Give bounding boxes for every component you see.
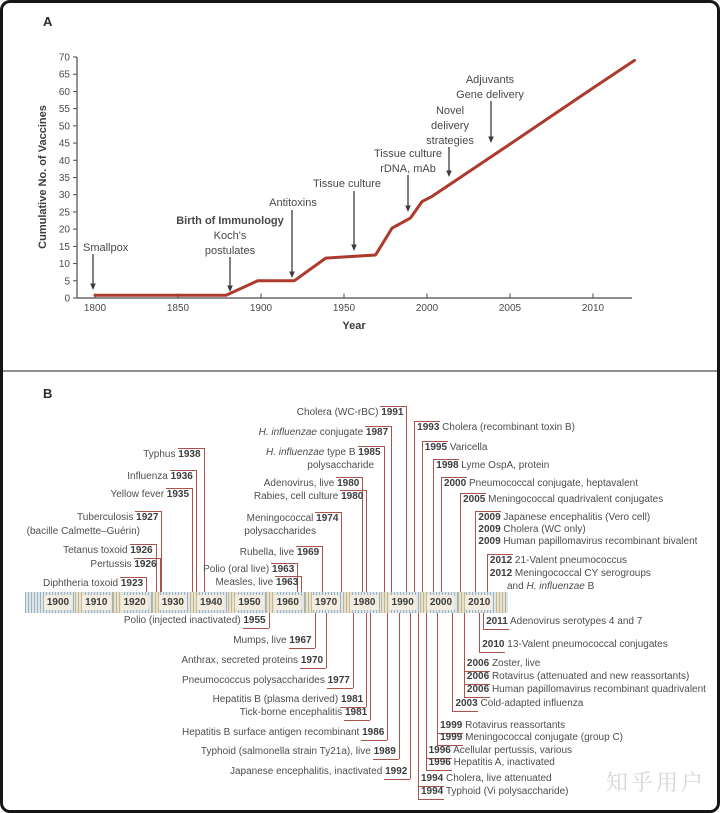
event-name: Human papillomavirus recombinant bivalent <box>500 536 698 547</box>
event-name: Cholera (WC only) <box>500 524 586 535</box>
timeline-event-label <box>203 564 294 576</box>
event-name: Hepatitis A, inactivated <box>450 757 555 768</box>
panel-a-label: A <box>43 14 53 29</box>
x-axis-title: Year <box>342 320 366 332</box>
annotation-text: strategies <box>426 135 474 147</box>
timeline-connector-line <box>315 613 316 648</box>
x-tick-label: 1950 <box>332 303 356 314</box>
event-name: Cholera (WC-rBC) <box>296 407 382 418</box>
event-year: 1989 <box>373 746 396 757</box>
event-year: 1998 <box>436 460 459 471</box>
timeline-connector-line <box>437 613 438 745</box>
timeline-connector-line <box>353 613 354 688</box>
band-year-label: 1930 <box>159 595 187 610</box>
event-name: Pertussis <box>90 559 135 570</box>
panel-b-label: B <box>43 386 53 401</box>
event-year: 1938 <box>178 449 201 460</box>
event-name: Rotavirus reassortants <box>462 720 566 731</box>
band-year-label: 1940 <box>197 595 225 610</box>
y-tick-label: 25 <box>58 207 70 219</box>
timeline-event-label <box>240 547 320 559</box>
timeline-event-label <box>436 460 549 472</box>
event-year: 1974 <box>316 513 339 524</box>
annotation-text: delivery <box>431 120 469 132</box>
timeline-event-label <box>486 616 642 628</box>
band-tan-segment <box>496 592 505 613</box>
event-year: 1927 <box>136 512 159 523</box>
timeline-event-label <box>90 559 156 571</box>
timeline-event-label <box>259 427 389 439</box>
y-tick-label: 10 <box>58 259 70 271</box>
timeline-connector-line <box>387 613 388 740</box>
event-year: 1936 <box>170 471 193 482</box>
timeline-connector-line <box>341 512 342 592</box>
event-name: Anthrax, secreted proteins <box>181 655 301 666</box>
timeline-connector-line <box>146 577 147 592</box>
event-name: Tuberculosis <box>77 512 137 523</box>
event-year: 1981 <box>344 707 368 718</box>
timeline-event-label <box>482 639 668 651</box>
event-name: (bacille Calmette–Guérin) <box>26 526 140 537</box>
event-name: Polio (oral live) <box>203 564 273 575</box>
event-year: 1970 <box>300 655 324 666</box>
timeline-connector-line <box>418 613 419 799</box>
y-tick-label: 65 <box>58 69 70 81</box>
event-year: 2012 <box>489 568 513 579</box>
timeline-connector-tick <box>483 629 509 630</box>
event-name: polysaccharides <box>244 526 316 537</box>
timeline-event-label <box>467 671 689 683</box>
event-year: 1926 <box>134 559 157 570</box>
y-tick-label: 15 <box>58 241 70 253</box>
x-tick-label: 1850 <box>166 303 190 314</box>
event-name: Hepatitis B surface antigen recombinant <box>181 727 363 738</box>
event-year: 1981 <box>340 694 364 705</box>
band-year-label: 1980 <box>350 595 378 610</box>
timeline-event-label <box>297 407 404 419</box>
timeline-connector-tick <box>452 711 478 712</box>
timeline-band <box>25 592 508 613</box>
timeline-event-label <box>182 727 384 739</box>
event-name: Pneumococcal conjugate, heptavalent <box>466 478 638 489</box>
event-name: Tetanus toxoid <box>63 545 131 556</box>
event-name: type B <box>324 447 359 458</box>
event-name: Rabies, cell culture <box>253 491 342 502</box>
timeline-event-label <box>421 786 569 798</box>
event-year: 1996 <box>428 757 451 768</box>
band-year-label: 1970 <box>312 595 340 610</box>
event-year: 2009 <box>478 512 501 523</box>
timeline-event-label <box>213 694 364 706</box>
event-name: Tick-borne encephalitis <box>239 707 345 718</box>
event-name: Polio (injected inactivated) <box>123 615 244 626</box>
event-year: 2005 <box>463 494 486 505</box>
annotation-text: Tissue culture <box>312 178 382 190</box>
timeline-event-label <box>266 447 381 459</box>
timeline-event-label <box>127 471 193 483</box>
event-year: 1935 <box>166 489 190 500</box>
event-name: Hepatitis B (plasma derived) <box>212 694 341 705</box>
event-name: Meningococcal conjugate (group C) <box>462 732 624 743</box>
event-year: 1923 <box>120 578 144 589</box>
event-name: Acellular pertussis, various <box>450 745 573 756</box>
timeline-connector-line <box>366 490 367 592</box>
event-year: 1967 <box>289 635 312 646</box>
event-year: 1999 <box>440 732 463 743</box>
event-year: 1955 <box>243 615 266 626</box>
event-year: 1995 <box>424 442 448 453</box>
band-year-label: 1900 <box>44 595 72 610</box>
timeline-event-label <box>254 491 364 503</box>
timeline-event-label <box>429 745 572 757</box>
timeline-connector-line <box>366 613 367 707</box>
event-year: 1987 <box>365 427 389 438</box>
timeline-connector-line <box>483 613 484 629</box>
event-name: Japanese encephalitis (Vero cell) <box>500 512 651 523</box>
event-name: Pneumococcus polysaccharides <box>181 675 328 686</box>
event-name: Mumps, live <box>233 635 290 646</box>
event-name: H. influenzae <box>258 427 317 438</box>
y-tick-label: 50 <box>58 121 70 133</box>
event-name: 21-Valent pneumococcus <box>512 555 628 566</box>
event-year: 1969 <box>297 547 320 558</box>
event-year: 1963 <box>276 577 299 588</box>
timeline-connector-line <box>326 613 327 668</box>
timeline-event-label <box>440 732 623 744</box>
event-year: 1994 <box>420 786 444 797</box>
band-year-label: 1920 <box>120 595 148 610</box>
event-name: Japanese encephalitis, inactivated <box>229 766 386 777</box>
event-year: 1993 <box>417 422 440 433</box>
annotation-text: Novel <box>435 105 465 117</box>
y-tick-label: 45 <box>58 138 70 150</box>
timeline-event-label <box>27 526 140 538</box>
timeline-event-label <box>43 578 143 590</box>
event-name: Human papillomavirus recombinant quadrivalent <box>489 684 706 695</box>
y-tick-label: 20 <box>58 224 70 236</box>
event-year: 1986 <box>362 727 385 738</box>
annotation-text: Birth of Immunology <box>176 215 284 227</box>
timeline-connector-tick <box>327 688 353 689</box>
timeline-connector-line <box>414 421 415 592</box>
timeline-event-label <box>77 512 158 524</box>
timeline-event-label <box>264 478 360 490</box>
timeline-event-label <box>467 658 540 670</box>
event-name: Cholera, live attenuated <box>443 773 552 784</box>
event-year: 2003 <box>455 698 478 709</box>
event-year: 2006 <box>466 684 490 695</box>
event-year: 1999 <box>440 720 463 731</box>
event-name: and <box>507 581 527 592</box>
timeline-event-label <box>425 442 488 454</box>
timeline-connector-line <box>479 613 480 652</box>
timeline-connector-tick <box>426 770 452 771</box>
timeline-connector-line <box>322 546 323 592</box>
y-tick-label: 55 <box>58 104 70 116</box>
y-tick-label: 35 <box>58 173 70 184</box>
event-year: 2006 <box>466 671 490 682</box>
timeline-event-label <box>478 524 585 536</box>
event-year: 2009 <box>478 536 501 547</box>
timeline-connector-tick <box>373 759 399 760</box>
timeline-connector-line <box>406 406 407 592</box>
timeline-connector-line <box>487 554 488 592</box>
timeline-event-label <box>230 766 407 778</box>
event-year: 2012 <box>489 555 513 566</box>
timeline-event-label <box>182 675 350 687</box>
event-year: 1994 <box>420 773 444 784</box>
y-tick-label: 60 <box>58 86 70 98</box>
band-year-label: 2010 <box>465 595 493 610</box>
event-year: 2006 <box>466 658 490 669</box>
x-tick-label: 2010 <box>581 303 605 314</box>
timeline-connector-line <box>399 613 400 759</box>
band-year-label: 1990 <box>389 595 417 610</box>
event-year: 2010 <box>482 639 505 650</box>
annotation-text: Koch's <box>213 230 247 242</box>
event-year: 1963 <box>272 564 295 575</box>
event-year: 1980 <box>337 478 360 489</box>
event-year: 1991 <box>381 407 404 418</box>
timeline-event-label <box>244 526 316 538</box>
timeline-connector-tick <box>300 668 326 669</box>
event-name: Cholera (recombinant toxin B) <box>439 422 576 433</box>
timeline-connector-line <box>410 613 411 779</box>
event-name: Yellow fever <box>110 489 167 500</box>
panel-divider <box>2 370 718 372</box>
timeline-event-label <box>110 489 189 501</box>
timeline-event-label <box>181 655 323 667</box>
timeline-connector-line <box>452 613 453 711</box>
event-year: 1926 <box>130 545 153 556</box>
timeline-connector-line <box>192 488 193 592</box>
x-tick-label: 1800 <box>83 303 107 314</box>
annotation-text: Tissue culture <box>373 148 443 160</box>
event-year: 1996 <box>428 745 451 756</box>
timeline-event-label <box>233 635 311 647</box>
timeline-event-label <box>467 684 706 696</box>
timeline-event-label <box>440 720 565 732</box>
timeline-connector-tick <box>344 720 370 721</box>
band-year-label: 1950 <box>235 595 263 610</box>
y-tick-label: 30 <box>58 190 70 202</box>
y-tick-label: 40 <box>58 155 70 167</box>
watermark: 知乎用户 <box>606 770 707 795</box>
event-year: 1992 <box>385 766 408 777</box>
timeline-connector-line <box>384 446 385 592</box>
event-name: conjugate <box>316 427 366 438</box>
timeline-event-label <box>307 460 374 472</box>
timeline-event-label <box>240 707 367 719</box>
timeline-event-label <box>429 757 555 769</box>
event-name: H. influenzae <box>265 447 325 458</box>
event-name: B <box>584 581 595 592</box>
event-name: Meningococcal <box>246 513 317 524</box>
timeline-connector-line <box>160 558 161 592</box>
timeline-connector-tick <box>243 628 269 629</box>
timeline-event-label <box>463 494 663 506</box>
timeline-connector-tick <box>289 648 315 649</box>
event-year: 1985 <box>358 447 381 458</box>
annotation-text: Gene delivery <box>456 89 524 101</box>
event-name: Adenovirus, live <box>263 478 338 489</box>
event-name: Typhus <box>143 449 179 460</box>
band-year-label: 1960 <box>274 595 302 610</box>
event-name: Influenza <box>127 471 171 482</box>
event-name: polysaccharide <box>307 460 374 471</box>
x-tick-label: 2005 <box>498 303 522 314</box>
event-name: Rotavirus (attenuated and new reassortants) <box>489 671 690 682</box>
event-name: Measles, live <box>215 577 277 588</box>
event-year: 1977 <box>327 675 350 686</box>
event-year: 2009 <box>478 524 501 535</box>
timeline-connector-line <box>301 576 302 592</box>
band-year-label: 2000 <box>427 595 455 610</box>
event-name: 13-Valent pneumococcal conjugates <box>504 639 668 650</box>
event-year: 2000 <box>443 478 467 489</box>
timeline-event-label <box>124 615 266 627</box>
timeline-connector-tick <box>418 799 444 800</box>
timeline-event-label <box>215 577 298 589</box>
timeline-event-label <box>478 536 697 548</box>
band-year-label: 1910 <box>82 595 110 610</box>
event-name: Adenovirus serotypes 4 and 7 <box>507 616 643 627</box>
timeline-connector-line <box>196 470 197 592</box>
timeline-connector-line <box>475 511 476 592</box>
timeline-connector-line <box>161 511 162 592</box>
timeline-event-label <box>417 422 575 434</box>
event-name: Zoster, live <box>489 658 541 669</box>
event-name: Typhoid (Vi polysaccharide) <box>443 786 569 797</box>
timeline-event-label <box>490 555 627 567</box>
y-tick-label: 5 <box>64 276 70 288</box>
timeline-connector-line <box>370 613 371 720</box>
timeline-connector-line <box>464 613 465 697</box>
timeline-connector-line <box>391 426 392 592</box>
timeline-event-label <box>444 478 638 490</box>
event-year: 1980 <box>341 491 364 502</box>
event-name: Meningococcal CY serogroups <box>512 568 651 579</box>
timeline-event-label <box>143 449 200 461</box>
timeline-connector-line <box>460 493 461 592</box>
y-tick-label: 70 <box>58 52 70 64</box>
timeline-connector-tick <box>384 779 410 780</box>
event-year: 2011 <box>486 616 508 627</box>
timeline-connector-tick <box>479 652 505 653</box>
timeline-event-label <box>490 568 651 580</box>
timeline-event-label <box>421 773 552 785</box>
event-name: H. influenzae <box>526 581 585 592</box>
timeline-connector-line <box>441 477 442 592</box>
timeline-event-label <box>63 545 153 557</box>
timeline-connector-line <box>269 613 270 628</box>
event-name: Varicella <box>447 442 488 453</box>
x-tick-label: 1900 <box>249 303 273 314</box>
timeline-event-label <box>455 698 583 710</box>
y-tick-label: 0 <box>64 293 70 305</box>
y-axis-title: Cumulative No. of Vaccines <box>37 105 49 249</box>
annotation-text: Adjuvants <box>465 74 515 86</box>
timeline-event-label <box>247 513 339 525</box>
annotation-text: postulates <box>204 245 256 257</box>
timeline-connector-line <box>422 441 423 592</box>
event-name: Lyme OspA, protein <box>458 460 550 471</box>
annotation-text: rDNA, mAb <box>380 163 436 175</box>
annotation-text: Smallpox <box>83 242 129 254</box>
timeline-event-label <box>201 746 396 758</box>
timeline-connector-line <box>426 613 427 770</box>
event-name: Typhoid (salmonella strain Ty21a), live <box>200 746 374 757</box>
timeline-connector-tick <box>361 740 387 741</box>
event-name: Rubella, live <box>239 547 297 558</box>
timeline-event-label <box>478 512 650 524</box>
event-name: Meningococcal quadrivalent conjugates <box>485 494 664 505</box>
timeline-connector-line <box>433 459 434 592</box>
timeline-event-label <box>507 581 594 593</box>
event-name: Diphtheria toxoid <box>43 578 121 589</box>
event-name: Cold-adapted influenza <box>477 698 584 709</box>
annotation-text: Antitoxins <box>269 197 317 209</box>
x-tick-label: 2000 <box>415 303 439 314</box>
